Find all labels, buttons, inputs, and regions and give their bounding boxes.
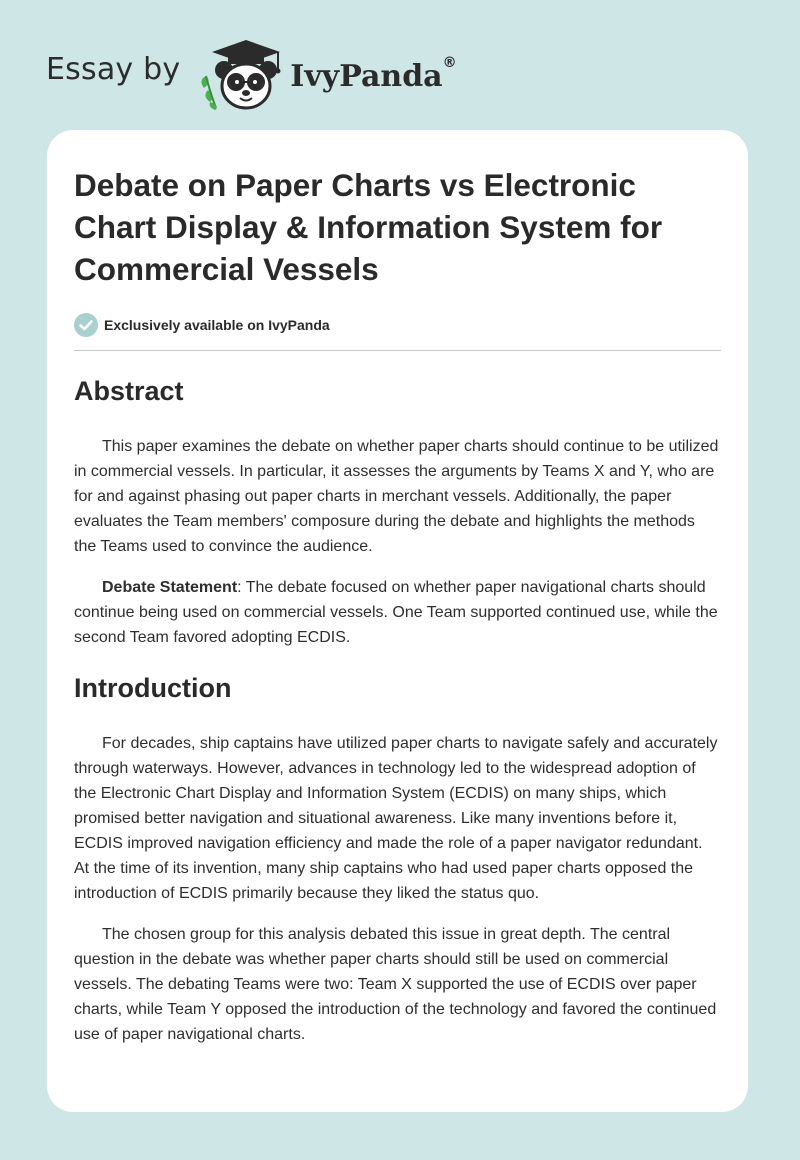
essay-title: Debate on Paper Charts vs Electronic Chart Display & Information System for Commercial Vessels [74,167,663,287]
debate-statement-text: : The debate focused on whether paper navigational charts should continue being used on commercial vessels. One Team supported continued use, while the second Team favored adopting ECDIS. [74,579,718,646]
panda-graduate-logo-icon [194,36,286,112]
abstract-paragraph-2 [74,575,721,650]
debate-statement-label: Debate Statement [102,579,238,596]
check-circle-icon [74,313,98,337]
abstract-heading: Abstract [74,376,184,406]
essay-by-label: Essay by [46,51,181,87]
ivypanda-logo-link[interactable] [194,36,456,112]
essay-card [47,130,748,1112]
introduction-paragraph-2: The chosen group for this analysis debated this issue in great depth. The central question in the debate was whether paper charts should still be used on commercial vessels. The debating Teams were two: Team X supported the use of ECDIS over paper charts, while Team Y opposed the introduction of the technology and favored the continued use of paper navigational charts. [74,926,717,1043]
brand-name: IvyPanda® [290,54,457,94]
exclusive-badge [74,312,721,338]
site-header [46,34,457,114]
abstract-paragraph-1: This paper examines the debate on whether paper charts should continue to be utilized in commercial vessels. In particular, it assesses the arguments by Teams X and Y, who are for and against phasing out paper charts in merchant vessels. Additionally, the paper evaluates the Team members' composure during the debate and highlights the methods the Teams used to convince the audience. [74,438,719,555]
introduction-heading: Introduction [74,673,232,703]
divider [74,350,721,351]
exclusive-label: Exclusively available on IvyPanda [104,317,330,333]
introduction-paragraph-1: For decades, ship captains have utilized paper charts to navigate safely and accurately through waterways. However, advances in technology led to the widespread adoption of the Electronic Chart Display and Information System (ECDIS) on many ships, which promised better navigation and situational awareness. Like many inventions before it, ECDIS improved navigation efficiency and made the role of a paper navigator redundant. At the time of its invention, many ship captains who had used paper charts opposed the introduction of ECDIS primarily because they liked the status quo. [74,735,718,902]
